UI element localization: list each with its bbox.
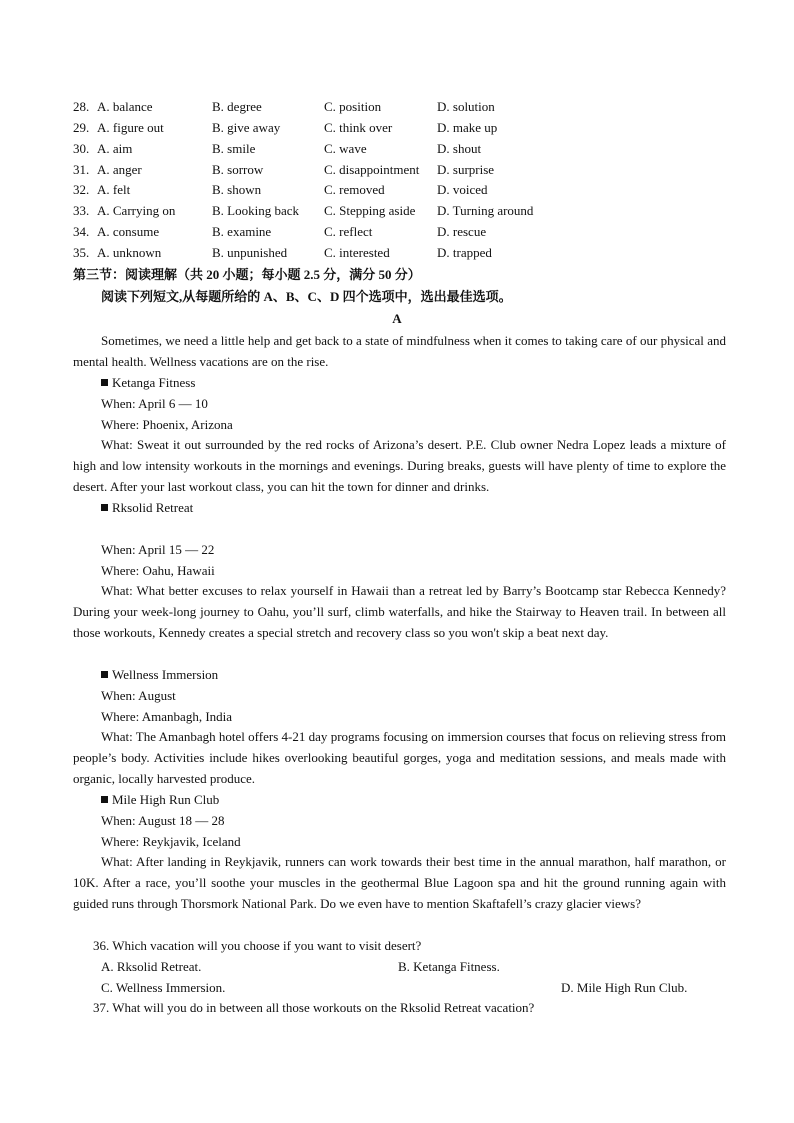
listing-wellness-what: What: The Amanbagh hotel offers 4-21 day programs focusing on immersion courses that focus on relieving stress from people’s body. Activities include hikes overlooking beautiful gorges, yoga and meditation sessions, and meals made with organic, locally harvested produce. <box>73 729 726 786</box>
option-d: D. voiced <box>437 182 488 197</box>
question-number: 29. <box>73 120 90 135</box>
option-b: B. unpunished <box>212 245 288 260</box>
listing-name: Rksolid Retreat <box>112 500 194 515</box>
question-number: 33. <box>73 203 90 218</box>
section-heading: 第三节：阅读理解（共 20 小题；每小题 2.5 分，满分 50 分） <box>73 267 421 282</box>
option-a: A. anger <box>97 162 142 177</box>
section-instruction: 阅读下列短文,从每题所给的 A、B、C、D 四个选项中，选出最佳选项。 <box>101 289 512 304</box>
listing-ketanga-what: What: Sweat it out surrounded by the red rocks of Arizona’s desert. P.E. Club owner Nedra Lopez leads a mixture of high and low intensity workouts in the mornings and evenings. During breaks, guests will have plenty of time to explore the desert. After your last workout class, you can hit the town for dinner and drinks. <box>73 437 726 494</box>
option-d: D. make up <box>437 120 498 135</box>
listing-wellness-when: When: August <box>101 688 176 703</box>
option-a: A. aim <box>97 141 133 156</box>
option-a: A. unknown <box>97 245 162 260</box>
option-b: B. examine <box>212 224 272 239</box>
listing-ketanga-where: Where: Phoenix, Arizona <box>101 417 233 432</box>
option-a: A. felt <box>97 182 131 197</box>
listing-milehigh-name <box>101 789 219 810</box>
option-d: D. solution <box>437 99 495 114</box>
question-36-option-b: B. Ketanga Fitness. <box>398 959 500 974</box>
option-d: D. trapped <box>437 245 492 260</box>
option-a: A. Carrying on <box>97 203 176 218</box>
question-number: 28. <box>73 99 90 114</box>
listing-rksolid-where: Where: Oahu, Hawaii <box>101 563 215 578</box>
question-number: 32. <box>73 182 90 197</box>
listing-name: Mile High Run Club <box>112 792 220 807</box>
option-c: C. wave <box>324 141 367 156</box>
question-36-option-d: D. Mile High Run Club. <box>561 980 688 995</box>
listing-wellness-name <box>101 664 218 685</box>
option-c: C. disappointment <box>324 162 420 177</box>
listing-name: Ketanga Fitness <box>112 375 196 390</box>
listing-name: Wellness Immersion <box>112 667 219 682</box>
option-c: C. Stepping aside <box>324 203 416 218</box>
question-36-stem: 36. Which vacation will you choose if you want to visit desert? <box>93 938 422 953</box>
option-d: D. surprise <box>437 162 495 177</box>
question-36-option-a: A. Rksolid Retreat. <box>101 959 202 974</box>
question-number: 31. <box>73 162 90 177</box>
option-b: B. sorrow <box>212 162 264 177</box>
option-c: C. position <box>324 99 382 114</box>
listing-ketanga-when: When: April 6 — 10 <box>101 396 208 411</box>
square-bullet-icon <box>101 504 108 511</box>
option-d: D. Turning around <box>437 203 534 218</box>
question-37-stem: 37. What will you do in between all those workouts on the Rksolid Retreat vacation? <box>93 1000 535 1015</box>
question-number: 35. <box>73 245 90 260</box>
option-b: B. shown <box>212 182 262 197</box>
option-a: A. balance <box>97 99 153 114</box>
question-36-option-c: C. Wellness Immersion. <box>101 980 226 995</box>
listing-wellness-where: Where: Amanbagh, India <box>101 709 233 724</box>
listing-ketanga-name <box>101 372 195 393</box>
square-bullet-icon <box>101 379 108 386</box>
option-c: C. think over <box>324 120 393 135</box>
option-a: A. consume <box>97 224 160 239</box>
option-b: B. degree <box>212 99 262 114</box>
listing-milehigh-when: When: August 18 — 28 <box>101 813 225 828</box>
passage-intro: Sometimes, we need a little help and get back to a state of mindfulness when it comes to taking care of our physical and mental health. Wellness vacations are on the rise. <box>73 333 726 369</box>
listing-rksolid-name <box>101 497 193 518</box>
option-d: D. rescue <box>437 224 487 239</box>
square-bullet-icon <box>101 671 108 678</box>
square-bullet-icon <box>101 796 108 803</box>
listing-rksolid-what: What: What better excuses to relax yourself in Hawaii than a retreat led by Barry’s Bootcamp star Rebecca Kennedy? During your week-long journey to Oahu, you’ll surf, climb waterfalls, and hike the Stairway to Heaven trail. In between all those workouts, Kennedy creates a special stretch and recovery class so you won't skip a beat next day. <box>73 583 726 640</box>
option-c: C. removed <box>324 182 385 197</box>
option-c: C. reflect <box>324 224 373 239</box>
option-a: A. figure out <box>97 120 164 135</box>
question-number: 34. <box>73 224 90 239</box>
listing-rksolid-when: When: April 15 — 22 <box>101 542 215 557</box>
question-number: 30. <box>73 141 90 156</box>
option-b: B. smile <box>212 141 256 156</box>
passage-title: A <box>392 311 402 326</box>
option-b: B. Looking back <box>212 203 300 218</box>
listing-milehigh-where: Where: Reykjavik, Iceland <box>101 834 241 849</box>
option-c: C. interested <box>324 245 390 260</box>
listing-milehigh-what: What: After landing in Reykjavik, runners can work towards their best time in the annual marathon, half marathon, or 10K. After a race, you’ll soothe your muscles in the geothermal Blue Lagoon spa and hit the ground running again with guided runs through Thorsmork National Park. Do we even have to mention Skaftafell’s crazy glacier views? <box>73 854 726 911</box>
option-d: D. shout <box>437 141 482 156</box>
option-b: B. give away <box>212 120 281 135</box>
